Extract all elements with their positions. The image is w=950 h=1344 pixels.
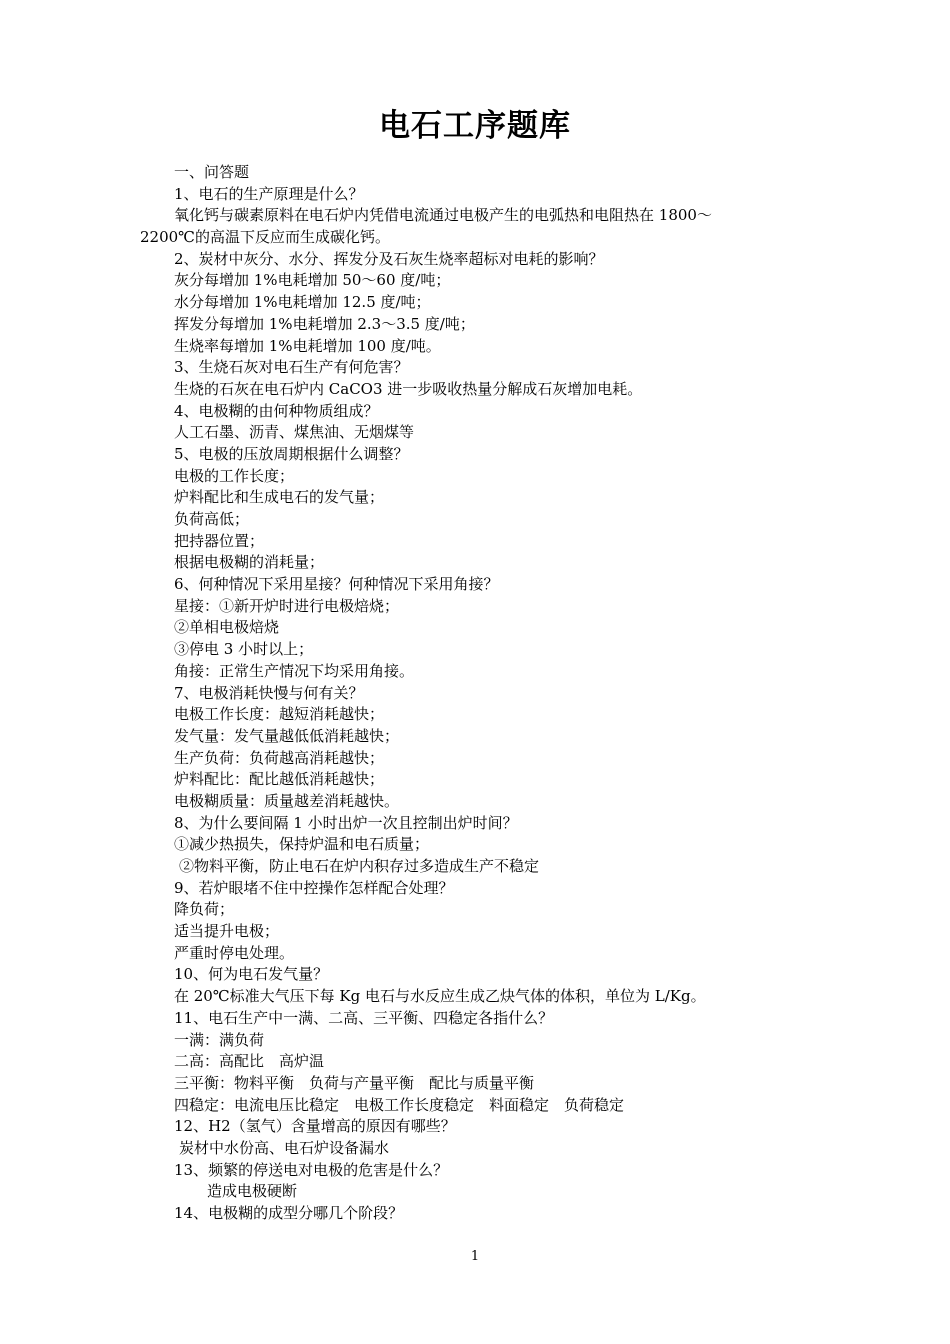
question-3: 3、生烧石灰对电石生产有何危害？ (174, 358, 409, 377)
question-11: 11、电石生产中一满、二高、三平衡、四稳定各指什么？ (174, 1008, 554, 1027)
answer-line: 电极的工作长度； (174, 466, 295, 485)
answer-line: ①减少热损失，保持炉温和电石质量； (174, 835, 430, 854)
answer-line: 角接：正常生产情况下均采用角接。 (174, 661, 415, 680)
question-1: 1、电石的生产原理是什么？ (174, 184, 364, 203)
answer-line: 炉料配比和生成电石的发气量； (174, 488, 385, 507)
answer-line: 造成电极硬断 (207, 1182, 298, 1201)
question-4: 4、电极糊的由何种物质组成？ (174, 401, 379, 420)
answer-line: 根据电极糊的消耗量； (174, 553, 325, 572)
answer-line: 一满：满负荷 (174, 1030, 265, 1049)
answer-line: 生烧率每增加 1%电耗增加 100 度/吨。 (174, 336, 441, 355)
answer-line: 电极糊质量：质量越差消耗越快。 (174, 791, 400, 810)
answer-line: 炉料配比：配比越低消耗越快； (174, 770, 385, 789)
answer-line: 2200℃的高温下反应而生成碳化钙。 (140, 228, 390, 247)
section-heading: 一、问答题 (174, 163, 250, 181)
document-body (140, 162, 814, 1225)
question-14: 14、电极糊的成型分哪几个阶段？ (174, 1204, 404, 1222)
answer-line: 生烧的石灰在电石炉内 CaCO3 进一步吸收热量分解成石灰增加电耗。 (174, 379, 643, 398)
answer-line: 负荷高低； (174, 510, 250, 528)
answer-line: 降负荷； (174, 900, 235, 919)
document-title: 电石工序题库 (379, 108, 571, 144)
question-2: 2、炭材中灰分、水分、挥发分及石灰生烧率超标对电耗的影响？ (174, 249, 604, 268)
answer-line: 发气量：发气量越低低消耗越快； (174, 726, 400, 745)
question-10: 10、何为电石发气量？ (174, 965, 329, 984)
answer-line: 二高：高配比 高炉温 (174, 1052, 325, 1071)
question-9: 9、若炉眼堵不住中控操作怎样配合处理？ (174, 878, 454, 897)
answer-line: ②物料平衡，防止电石在炉内积存过多造成生产不稳定 (179, 857, 540, 875)
question-12: 12、H2（氢气）含量增高的原因有哪些？ (174, 1117, 456, 1136)
question-13: 13、频繁的停送电对电极的危害是什么？ (174, 1160, 449, 1179)
answer-line: 严重时停电处理。 (174, 943, 295, 962)
question-6: 6、何种情况下采用星接？何种情况下采用角接？ (174, 575, 499, 594)
answer-line: 水分每增加 1%电耗增加 12.5 度/吨； (174, 293, 431, 312)
page-number: 1 (470, 1249, 480, 1264)
answer-line: 灰分每增加 1%电耗增加 50～60 度/吨； (174, 271, 451, 290)
answer-line: 电极工作长度：越短消耗越快； (174, 705, 385, 724)
question-7: 7、电极消耗快慢与何有关？ (174, 683, 364, 702)
answer-line: 在 20℃标准大气压下每 Kg 电石与水反应生成乙炔气体的体积，单位为 L/Kg。 (174, 987, 706, 1006)
answer-line: 挥发分每增加 1%电耗增加 2.3～3.5 度/吨； (174, 314, 475, 333)
answer-line: 炭材中水份高、电石炉设备漏水 (179, 1138, 390, 1157)
question-5: 5、电极的压放周期根据什么调整？ (174, 444, 409, 463)
answer-line: 人工石墨、沥青、煤焦油、无烟煤等 (174, 423, 415, 442)
answer-line: 适当提升电极； (174, 922, 280, 941)
answer-line: 生产负荷：负荷越高消耗越快； (174, 748, 385, 767)
answer-line: ③停电 3 小时以上； (174, 640, 314, 659)
answer-line: 氧化钙与碳素原料在电石炉内凭借电流通过电极产生的电弧热和电阻热在 1800～ (174, 206, 712, 225)
answer-line: 星接：①新开炉时进行电极焙烧； (174, 596, 400, 615)
answer-line: 把持器位置； (174, 531, 265, 550)
answer-line: 三平衡：物料平衡 负荷与产量平衡 配比与质量平衡 (174, 1073, 535, 1092)
answer-line: ②单相电极焙烧 (174, 618, 280, 637)
answer-line: 四稳定：电流电压比稳定 电极工作长度稳定 料面稳定 负荷稳定 (174, 1095, 625, 1114)
question-8: 8、为什么要间隔 1 小时出炉一次且控制出炉时间？ (174, 813, 518, 832)
